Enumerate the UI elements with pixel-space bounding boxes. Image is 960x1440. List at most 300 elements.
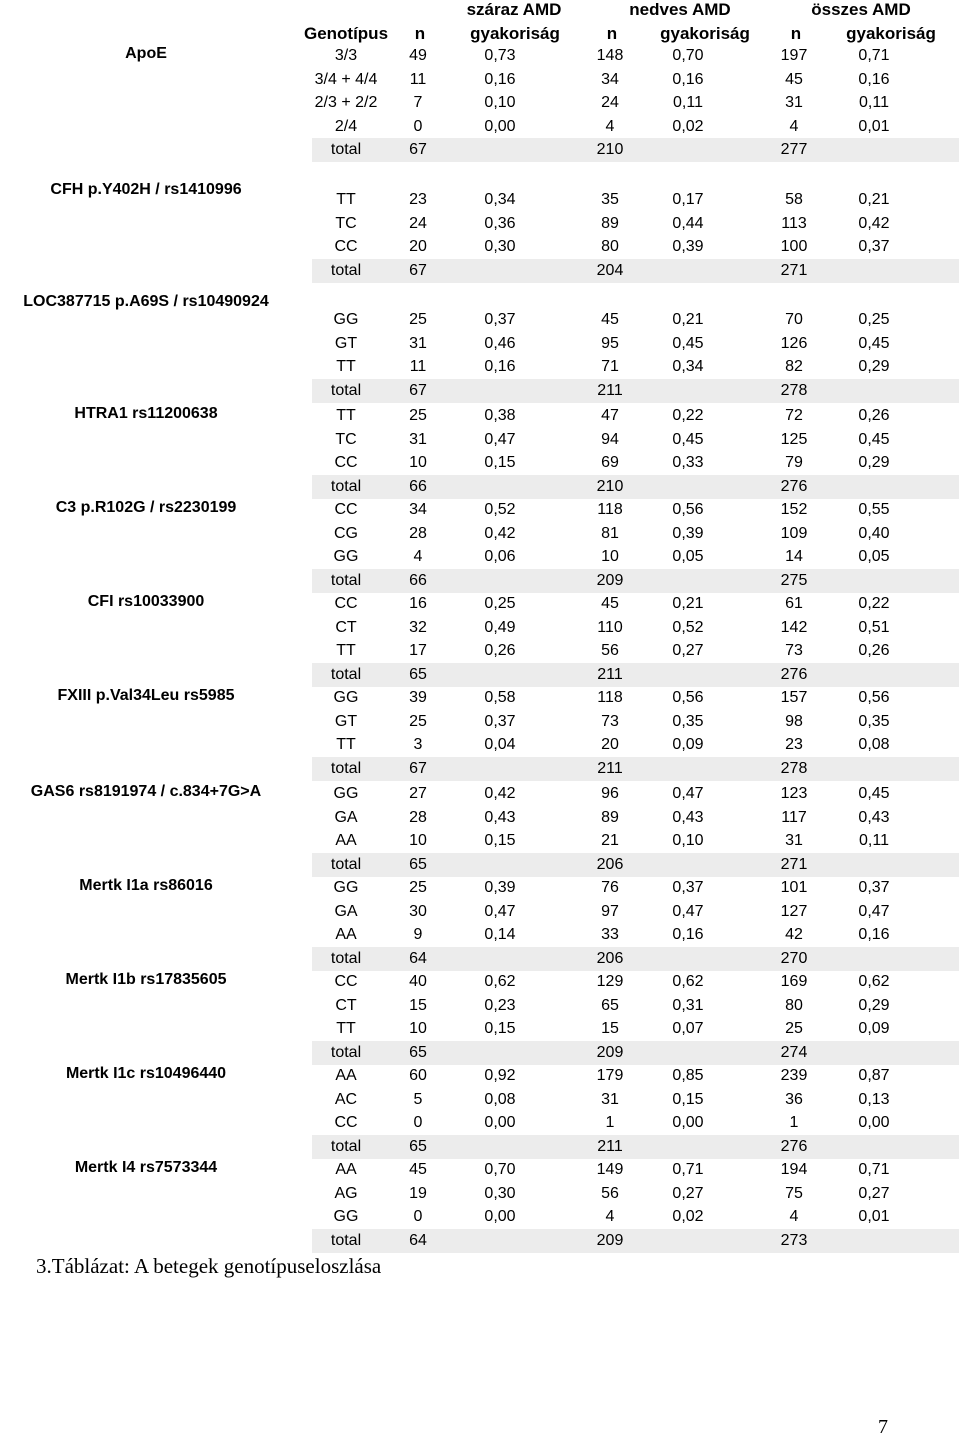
cell-n-osszes: 73 <box>785 642 803 659</box>
table-row <box>0 970 960 994</box>
table-row <box>0 1182 960 1206</box>
cell-genotype: GG <box>333 1208 359 1225</box>
cell-freq-osszes: 0,42 <box>858 214 890 232</box>
cell-freq-osszes: 0,22 <box>858 595 890 612</box>
cell-freq-osszes: 0,13 <box>858 1090 890 1108</box>
cell-freq-nedves: 0,11 <box>673 94 703 111</box>
gene-label: Mertk I4 rs7573344 <box>74 1159 218 1176</box>
cell-freq-szaraz: 0,46 <box>484 334 516 352</box>
cell-genotype: TT <box>336 1020 356 1037</box>
cell-freq-szaraz: 0,00 <box>484 1114 516 1131</box>
header-group-nedves-amd: nedves AMD <box>629 0 731 19</box>
cell-freq-osszes: 0,11 <box>859 94 889 111</box>
cell-n-szaraz: 11 <box>409 358 427 375</box>
total-row <box>312 259 959 283</box>
cell-genotype: GG <box>333 785 359 802</box>
cell-n-osszes: 80 <box>785 996 803 1014</box>
table-row <box>0 1158 960 1182</box>
cell-n-szaraz: 0 <box>413 1208 423 1225</box>
cell-freq-osszes: 0,55 <box>858 501 890 518</box>
cell-n-osszes: 142 <box>780 618 808 636</box>
gene-label: Mertk I1b rs17835605 <box>65 971 227 988</box>
cell-genotype: total <box>330 571 362 589</box>
cell-n-szaraz: 0 <box>413 1114 423 1131</box>
cell-n-osszes: 25 <box>785 1020 803 1037</box>
cell-n-nedves: 209 <box>596 571 624 589</box>
cell-n-szaraz: 16 <box>409 595 427 612</box>
cell-freq-osszes: 0,21 <box>858 191 890 208</box>
cell-genotype: CG <box>334 524 358 542</box>
cell-n-nedves: 20 <box>601 736 619 753</box>
cell-n-nedves: 89 <box>601 808 619 826</box>
cell-freq-szaraz: 0,38 <box>484 407 516 424</box>
gene-label: HTRA1 rs11200638 <box>74 405 218 422</box>
cell-freq-szaraz: 0,47 <box>484 430 516 448</box>
header-group-szaraz-amd: száraz AMD <box>466 0 562 19</box>
cell-n-osszes: 277 <box>780 141 808 158</box>
cell-n-nedves: 34 <box>601 70 619 88</box>
table-row <box>0 545 960 569</box>
cell-freq-szaraz: 0,16 <box>484 358 516 375</box>
cell-freq-nedves: 0,17 <box>672 191 704 208</box>
table-row <box>0 212 960 236</box>
table-row <box>0 616 960 640</box>
cell-n-nedves: 76 <box>601 879 619 896</box>
cell-freq-szaraz: 0,39 <box>484 879 516 896</box>
cell-genotype: total <box>330 1137 362 1155</box>
cell-freq-osszes: 0,62 <box>858 973 890 990</box>
cell-genotype: GT <box>334 712 358 730</box>
cell-n-osszes: 4 <box>789 117 799 135</box>
cell-n-osszes: 275 <box>780 571 808 589</box>
cell-n-szaraz: 10 <box>409 832 427 849</box>
table-row <box>0 1088 960 1112</box>
cell-n-nedves: 81 <box>601 524 619 542</box>
cell-genotype: TT <box>336 358 356 375</box>
cell-freq-szaraz: 0,42 <box>484 785 516 802</box>
cell-n-szaraz: 24 <box>409 214 427 232</box>
cell-n-nedves: 65 <box>601 996 619 1014</box>
cell-freq-nedves: 0,05 <box>672 548 704 565</box>
cell-n-osszes: 36 <box>785 1090 803 1108</box>
cell-freq-nedves: 0,15 <box>672 1090 704 1108</box>
header-n-nedves: n <box>606 24 618 43</box>
cell-n-szaraz: 31 <box>409 430 427 448</box>
cell-genotype: TC <box>335 214 357 232</box>
table-row <box>0 451 960 475</box>
cell-freq-nedves: 0,16 <box>672 70 704 88</box>
cell-n-szaraz: 34 <box>409 501 427 518</box>
cell-freq-szaraz: 0,14 <box>484 926 516 943</box>
cell-freq-nedves: 0,71 <box>672 1161 704 1178</box>
cell-freq-osszes: 0,16 <box>858 926 890 943</box>
cell-genotype: GG <box>333 689 359 706</box>
cell-freq-nedves: 0,34 <box>672 358 704 375</box>
total-row <box>312 569 959 593</box>
cell-genotype: total <box>330 381 362 399</box>
cell-n-osszes: 23 <box>785 736 803 753</box>
cell-freq-osszes: 0,45 <box>858 785 890 802</box>
total-row <box>312 853 959 877</box>
cell-freq-szaraz: 0,08 <box>484 1090 516 1108</box>
cell-freq-nedves: 0,07 <box>672 1020 704 1037</box>
gene-label: CFH p.Y402H / rs1410996 <box>50 181 242 198</box>
cell-freq-nedves: 0,27 <box>672 1184 704 1202</box>
gene-label: CFI rs10033900 <box>87 593 205 610</box>
cell-n-nedves: 94 <box>601 430 619 448</box>
total-row <box>312 475 959 499</box>
table-row <box>0 592 960 616</box>
cell-freq-nedves: 0,39 <box>672 524 704 542</box>
cell-n-nedves: 96 <box>601 785 619 802</box>
cell-freq-nedves: 0,02 <box>672 1208 704 1225</box>
cell-n-nedves: 209 <box>596 1043 624 1061</box>
cell-n-szaraz: 9 <box>413 926 423 943</box>
cell-genotype: AA <box>335 1161 357 1178</box>
table-row <box>0 355 960 379</box>
table-row <box>0 1111 960 1135</box>
cell-genotype: CC <box>334 238 358 255</box>
cell-freq-szaraz: 0,25 <box>484 595 516 612</box>
cell-genotype: TT <box>336 642 356 659</box>
cell-freq-osszes: 0,45 <box>858 430 890 448</box>
cell-freq-nedves: 0,39 <box>672 238 704 255</box>
cell-genotype: total <box>330 261 362 279</box>
cell-freq-nedves: 0,70 <box>672 47 704 64</box>
cell-genotype: AC <box>334 1090 358 1108</box>
cell-freq-nedves: 0,16 <box>672 926 704 943</box>
cell-n-nedves: 71 <box>601 358 619 375</box>
cell-n-nedves: 118 <box>597 689 623 706</box>
table-row <box>0 498 960 522</box>
cell-freq-szaraz: 0,49 <box>484 618 516 636</box>
cell-n-nedves: 24 <box>601 94 619 111</box>
cell-n-nedves: 211 <box>597 381 623 399</box>
cell-n-nedves: 210 <box>596 141 624 158</box>
cell-genotype: total <box>330 477 362 495</box>
cell-n-osszes: 271 <box>780 855 808 873</box>
cell-n-szaraz: 49 <box>409 47 427 64</box>
table-row <box>0 829 960 853</box>
cell-n-szaraz: 25 <box>409 712 427 730</box>
cell-n-szaraz: 66 <box>409 477 427 495</box>
cell-freq-nedves: 0,22 <box>672 407 704 424</box>
cell-n-osszes: 194 <box>780 1161 808 1178</box>
cell-n-osszes: 271 <box>780 261 808 279</box>
cell-freq-osszes: 0,71 <box>858 47 890 64</box>
gene-label: GAS6 rs8191974 / c.834+7G>A <box>30 783 262 800</box>
cell-freq-osszes: 0,47 <box>858 902 890 920</box>
cell-n-nedves: 179 <box>596 1067 624 1084</box>
cell-freq-osszes: 0,01 <box>858 117 890 135</box>
cell-genotype: GG <box>333 879 359 896</box>
cell-n-nedves: 211 <box>597 665 623 683</box>
cell-n-nedves: 45 <box>601 311 619 328</box>
cell-freq-szaraz: 0,16 <box>484 70 516 88</box>
cell-n-szaraz: 67 <box>409 381 427 399</box>
table-row <box>0 68 960 92</box>
cell-freq-osszes: 0,35 <box>858 712 890 730</box>
cell-n-osszes: 82 <box>785 358 803 375</box>
cell-genotype: total <box>330 949 362 967</box>
table-row <box>0 235 960 259</box>
total-row <box>312 138 959 162</box>
cell-freq-osszes: 0,29 <box>858 996 890 1014</box>
cell-n-szaraz: 25 <box>409 311 427 328</box>
cell-n-osszes: 100 <box>780 238 808 255</box>
cell-n-szaraz: 32 <box>409 618 427 636</box>
cell-n-osszes: 152 <box>780 501 808 518</box>
cell-n-nedves: 210 <box>596 477 624 495</box>
gene-label: LOC387715 p.A69S / rs10490924 <box>23 293 269 310</box>
cell-n-szaraz: 64 <box>409 949 427 967</box>
cell-n-nedves: 204 <box>596 261 624 279</box>
cell-n-szaraz: 40 <box>409 973 427 990</box>
cell-freq-nedves: 0,47 <box>672 902 704 920</box>
cell-n-osszes: 58 <box>785 191 803 208</box>
page-number: 7 <box>878 1416 888 1438</box>
cell-freq-szaraz: 0,73 <box>484 47 516 64</box>
cell-n-nedves: 95 <box>601 334 619 352</box>
table-row <box>0 806 960 830</box>
cell-freq-nedves: 0,02 <box>672 117 704 135</box>
cell-n-osszes: 75 <box>785 1184 803 1202</box>
gene-label: Mertk I1c rs10496440 <box>65 1065 227 1082</box>
table-row <box>0 876 960 900</box>
cell-n-osszes: 113 <box>781 214 807 232</box>
cell-n-szaraz: 10 <box>409 454 427 471</box>
table-row <box>0 404 960 428</box>
cell-genotype: 2/3 + 2/2 <box>314 94 378 111</box>
cell-genotype: total <box>330 141 362 158</box>
cell-n-szaraz: 27 <box>409 785 427 802</box>
header-group-osszes-amd: összes AMD <box>811 0 911 19</box>
cell-n-osszes: 169 <box>780 973 808 990</box>
cell-n-nedves: 10 <box>601 548 619 565</box>
table-row <box>0 782 960 806</box>
cell-freq-nedves: 0,45 <box>672 430 704 448</box>
cell-genotype: CC <box>334 973 358 990</box>
cell-n-osszes: 273 <box>780 1231 808 1249</box>
cell-n-nedves: 97 <box>601 902 619 920</box>
total-row <box>312 379 959 403</box>
table-row <box>0 188 960 212</box>
cell-genotype: TT <box>336 736 356 753</box>
cell-n-nedves: 148 <box>596 47 624 64</box>
cell-n-nedves: 129 <box>596 973 624 990</box>
cell-n-osszes: 127 <box>780 902 808 920</box>
table-row <box>0 91 960 115</box>
cell-n-osszes: 101 <box>780 879 808 896</box>
cell-freq-osszes: 0,00 <box>858 1114 890 1131</box>
cell-freq-osszes: 0,29 <box>858 454 890 471</box>
cell-n-szaraz: 17 <box>409 642 427 659</box>
cell-n-szaraz: 60 <box>409 1067 427 1084</box>
table-row <box>0 1064 960 1088</box>
table-row <box>0 710 960 734</box>
cell-genotype: CT <box>335 996 357 1014</box>
total-row <box>312 757 959 781</box>
cell-freq-szaraz: 0,10 <box>484 94 516 111</box>
cell-freq-nedves: 0,21 <box>672 311 704 328</box>
table-row <box>0 639 960 663</box>
cell-freq-szaraz: 0,43 <box>484 808 516 826</box>
cell-genotype: AA <box>335 1067 357 1084</box>
total-row <box>312 947 959 971</box>
cell-n-szaraz: 4 <box>413 548 423 565</box>
cell-n-osszes: 276 <box>780 477 808 495</box>
cell-n-osszes: 270 <box>780 949 808 967</box>
cell-n-osszes: 123 <box>780 785 808 802</box>
cell-freq-osszes: 0,08 <box>858 736 890 753</box>
cell-genotype: GA <box>334 808 358 826</box>
cell-genotype: CC <box>334 454 358 471</box>
cell-freq-osszes: 0,16 <box>858 70 890 88</box>
cell-n-szaraz: 10 <box>409 1020 427 1037</box>
header-n-osszes: n <box>790 24 802 43</box>
total-row <box>312 663 959 687</box>
cell-n-szaraz: 65 <box>409 665 427 683</box>
cell-freq-szaraz: 0,62 <box>484 973 516 990</box>
cell-genotype: TT <box>336 407 356 424</box>
cell-n-nedves: 4 <box>605 1208 615 1225</box>
cell-n-nedves: 15 <box>601 1020 619 1037</box>
table-row <box>0 522 960 546</box>
cell-freq-nedves: 0,56 <box>672 689 704 706</box>
cell-n-osszes: 72 <box>785 407 803 424</box>
cell-freq-szaraz: 0,00 <box>484 1208 516 1225</box>
cell-freq-nedves: 0,00 <box>672 1114 704 1131</box>
cell-genotype: GA <box>334 902 358 920</box>
cell-n-osszes: 31 <box>785 94 803 111</box>
table-row <box>0 923 960 947</box>
cell-freq-szaraz: 0,15 <box>484 454 516 471</box>
cell-freq-nedves: 0,56 <box>672 501 704 518</box>
cell-freq-szaraz: 0,26 <box>484 642 516 659</box>
cell-n-osszes: 14 <box>785 548 803 565</box>
cell-freq-nedves: 0,52 <box>672 618 704 636</box>
cell-n-szaraz: 65 <box>409 1137 427 1155</box>
cell-n-osszes: 42 <box>785 926 803 943</box>
cell-n-osszes: 79 <box>785 454 803 471</box>
cell-freq-szaraz: 0,04 <box>484 736 516 753</box>
cell-freq-osszes: 0,40 <box>858 524 890 542</box>
cell-n-osszes: 45 <box>785 70 803 88</box>
cell-genotype: 3/3 <box>334 47 358 64</box>
cell-n-szaraz: 23 <box>409 191 427 208</box>
cell-n-osszes: 4 <box>789 1208 799 1225</box>
cell-n-nedves: 33 <box>601 926 619 943</box>
cell-genotype: AA <box>335 926 357 943</box>
cell-freq-szaraz: 0,23 <box>484 996 516 1014</box>
cell-n-osszes: 276 <box>780 665 808 683</box>
cell-genotype: total <box>330 759 362 777</box>
cell-freq-osszes: 0,87 <box>858 1067 890 1084</box>
header-freq-szaraz: gyakoriság <box>470 24 560 43</box>
cell-freq-szaraz: 0,42 <box>484 524 516 542</box>
cell-freq-nedves: 0,09 <box>672 736 704 753</box>
cell-n-nedves: 118 <box>597 501 623 518</box>
table-row <box>0 733 960 757</box>
cell-n-nedves: 56 <box>601 642 619 659</box>
cell-n-osszes: 274 <box>780 1043 808 1061</box>
cell-n-nedves: 206 <box>596 855 624 873</box>
cell-freq-osszes: 0,71 <box>858 1161 890 1178</box>
cell-n-osszes: 125 <box>780 430 808 448</box>
cell-n-szaraz: 5 <box>413 1090 423 1108</box>
cell-n-szaraz: 25 <box>409 407 427 424</box>
cell-freq-szaraz: 0,30 <box>484 1184 516 1202</box>
cell-n-szaraz: 3 <box>413 736 423 753</box>
cell-n-nedves: 211 <box>597 759 623 777</box>
cell-n-szaraz: 65 <box>409 855 427 873</box>
cell-freq-nedves: 0,47 <box>672 785 704 802</box>
cell-freq-szaraz: 0,70 <box>484 1161 516 1178</box>
cell-n-osszes: 61 <box>785 595 803 612</box>
cell-genotype: 2/4 <box>334 117 358 135</box>
cell-freq-osszes: 0,11 <box>859 832 889 849</box>
cell-genotype: 3/4 + 4/4 <box>314 70 378 88</box>
cell-freq-osszes: 0,45 <box>858 334 890 352</box>
cell-n-osszes: 31 <box>785 832 803 849</box>
cell-n-nedves: 211 <box>597 1137 623 1155</box>
cell-n-nedves: 209 <box>596 1231 624 1249</box>
cell-n-osszes: 117 <box>781 808 807 826</box>
header-freq-osszes: gyakoriság <box>846 24 936 43</box>
cell-n-szaraz: 28 <box>409 524 427 542</box>
cell-freq-nedves: 0,44 <box>672 214 704 232</box>
cell-n-nedves: 31 <box>601 1090 619 1108</box>
cell-freq-szaraz: 0,15 <box>484 1020 516 1037</box>
cell-genotype: AA <box>335 832 357 849</box>
cell-freq-osszes: 0,26 <box>858 407 890 424</box>
cell-genotype: GG <box>333 548 359 565</box>
cell-freq-nedves: 0,35 <box>672 712 704 730</box>
table-row <box>0 900 960 924</box>
cell-n-nedves: 47 <box>601 407 619 424</box>
cell-n-szaraz: 20 <box>409 238 427 255</box>
cell-freq-osszes: 0,09 <box>858 1020 890 1037</box>
cell-n-szaraz: 65 <box>409 1043 427 1061</box>
cell-freq-osszes: 0,25 <box>858 311 890 328</box>
cell-n-osszes: 109 <box>780 524 808 542</box>
cell-n-nedves: 56 <box>601 1184 619 1202</box>
cell-genotype: CT <box>335 618 357 636</box>
table-row <box>0 1205 960 1229</box>
cell-freq-nedves: 0,45 <box>672 334 704 352</box>
cell-freq-nedves: 0,37 <box>672 879 704 896</box>
cell-genotype: total <box>330 855 362 873</box>
cell-freq-nedves: 0,43 <box>672 808 704 826</box>
cell-n-osszes: 239 <box>780 1067 808 1084</box>
cell-freq-nedves: 0,27 <box>672 642 704 659</box>
cell-n-szaraz: 66 <box>409 571 427 589</box>
table-row <box>0 308 960 332</box>
cell-genotype: GT <box>334 334 358 352</box>
cell-n-szaraz: 39 <box>409 689 427 706</box>
cell-genotype: CC <box>334 595 358 612</box>
cell-n-osszes: 1 <box>789 1114 799 1131</box>
cell-freq-nedves: 0,21 <box>672 595 704 612</box>
gene-label: FXIII p.Val34Leu rs5985 <box>57 687 235 704</box>
cell-freq-szaraz: 0,92 <box>484 1067 516 1084</box>
cell-n-nedves: 4 <box>605 117 615 135</box>
cell-freq-osszes: 0,26 <box>858 642 890 659</box>
cell-n-szaraz: 31 <box>409 334 427 352</box>
cell-n-szaraz: 67 <box>409 141 427 158</box>
total-row <box>312 1229 959 1253</box>
cell-freq-szaraz: 0,00 <box>484 117 516 135</box>
